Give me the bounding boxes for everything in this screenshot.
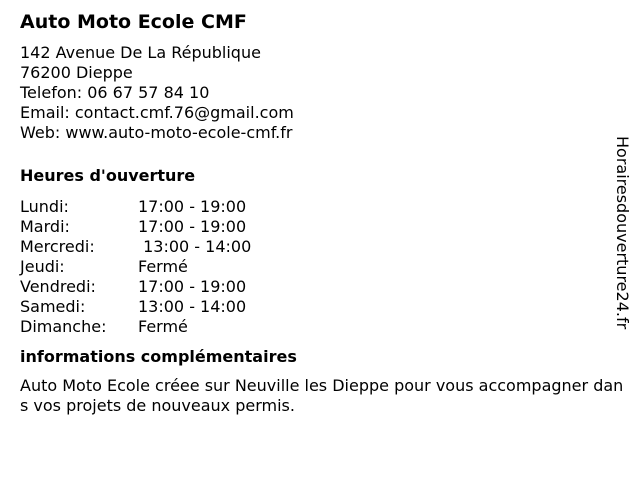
website-url: Web: www.auto-moto-ecole-cmf.fr: [20, 123, 293, 142]
additional-info-heading: informations complémentaires: [20, 347, 297, 366]
business-name: Auto Moto Ecole CMF: [20, 11, 247, 33]
hours-day: Mardi:: [20, 217, 70, 236]
hours-day: Samedi:: [20, 297, 86, 316]
hours-time: 13:00 - 14:00: [138, 237, 252, 256]
hours-time: 17:00 - 19:00: [138, 197, 247, 216]
hours-day: Jeudi:: [20, 257, 65, 276]
hours-time: Fermé: [138, 317, 188, 336]
opening-hours-table: [20, 197, 610, 337]
hours-time: 17:00 - 19:00: [138, 277, 247, 296]
hours-day: Mercredi:: [20, 237, 95, 256]
hours-row-tuesday: [20, 217, 610, 237]
site-watermark: Horairesdouverture24.fr: [613, 136, 632, 330]
hours-time: 13:00 - 14:00: [138, 297, 247, 316]
hours-row-sunday: [20, 317, 610, 337]
opening-hours-heading: Heures d'ouverture: [20, 166, 196, 185]
hours-day: Lundi:: [20, 197, 69, 216]
hours-time: 17:00 - 19:00: [138, 217, 247, 236]
hours-row-saturday: [20, 297, 610, 317]
hours-row-wednesday: [20, 237, 610, 257]
hours-row-monday: [20, 197, 610, 217]
contact-block: [20, 43, 610, 143]
email-address: Email: contact.cmf.76@gmail.com: [20, 103, 294, 122]
hours-day: Dimanche:: [20, 317, 107, 336]
address-street: 142 Avenue De La République: [20, 43, 261, 62]
hours-time: Fermé: [138, 257, 188, 276]
hours-row-thursday: [20, 257, 610, 277]
address-city: 76200 Dieppe: [20, 63, 133, 82]
hours-row-friday: [20, 277, 610, 297]
hours-day: Vendredi:: [20, 277, 96, 296]
additional-info-text: Auto Moto Ecole créee sur Neuville les Dieppe pour vous accompagner dans vos projets de nouveaux permis.: [20, 376, 624, 415]
phone-number: Telefon: 06 67 57 84 10: [20, 83, 210, 102]
